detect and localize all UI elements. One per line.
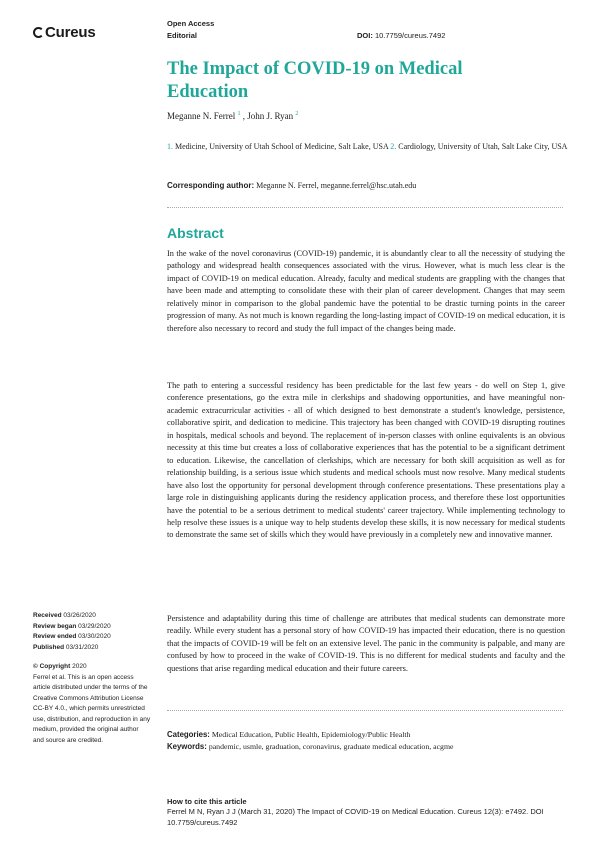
author-sup: 1 [237, 111, 241, 117]
affiliation-text: Cardiology, University of Utah, Salt Lake City, USA [398, 142, 568, 151]
history-date: 03/26/2020 [63, 612, 96, 619]
logo-text: Cureus [45, 24, 96, 41]
categories-label: Categories: [167, 730, 210, 739]
history-label: Published [33, 643, 65, 651]
affiliation-number: 2. [390, 142, 397, 151]
doi[interactable] [357, 31, 445, 40]
affiliations [167, 141, 572, 154]
categories-line [167, 729, 565, 741]
categories-keywords [167, 729, 565, 753]
keywords-line [167, 741, 565, 753]
history-label: Received [33, 612, 62, 619]
categories-text[interactable]: Medical Education, Public Health, Epidemiology/Public Health [211, 730, 411, 739]
doi-value: 10.7759/cureus.7492 [374, 31, 446, 40]
history-item [33, 643, 151, 654]
history-label: Review ended [33, 633, 77, 640]
keywords-text: pandemic, usmle, graduation, coronavirus, graduate medical education, acgme [208, 742, 454, 751]
history-date: 03/29/2020 [78, 622, 111, 630]
open-access-label: Open Access [167, 19, 215, 28]
history-label: Review began [33, 622, 77, 630]
copyright-text: Ferrel et al. This is an open access article distributed under the terms of the Creative Commons Attribution License CC-BY 4.0., which permits unrestricted use, distribution, and reproduction in any medium, provided the original author and source are credited. [33, 673, 151, 744]
corresponding-author [167, 181, 416, 190]
keywords-label: Keywords: [167, 742, 207, 751]
divider [167, 710, 563, 711]
article-title: The Impact of COVID-19 on Medical Education [167, 59, 463, 102]
history-date: 03/30/2020 [78, 633, 111, 640]
copyright-label: © Copyright [33, 663, 71, 670]
history-item [33, 611, 151, 622]
corresponding-label: Corresponding author: [167, 181, 255, 190]
author-name: Meganne N. Ferrel [167, 111, 236, 121]
history-date: 03/31/2020 [65, 643, 99, 651]
doi-label: DOI: [357, 31, 373, 40]
abstract-paragraph: In the wake of the novel coronavirus (COVID-19) pandemic, it is abundantly clear to all the necessity of studying the pathology and widespread health consequences associated with the virus. However, what is much less clear is the impact of COVID-19 on medical education. Already, faculty and medical students are grappling with the changes that have been made and attempting to consolidate these with their plan of career development. Changes that may seem relatively minor in comparison to the global pandemic have the potential to be drastic turning points in the career progression of many. As not much is known regarding the long-lasting impact of COVID-19 on medical education, it is therefore also necessary to record and study the full impact of the changes being made. [167, 249, 565, 333]
copyright-year: 2020 [72, 663, 87, 670]
history-item [33, 632, 151, 643]
logo-mark-icon [33, 27, 44, 38]
affiliation-number: 1. [167, 142, 173, 151]
author-list: Meganne N. Ferrel $^1$ , John J. Ryan $^2$ [167, 111, 299, 121]
copyright-block [33, 662, 151, 746]
citation-text: Ferrel M N, Ryan J J (March 31, 2020) The Impact of COVID-19 on Medical Education. Cureus 12(3): e7492. DOI 10.7759/cureus.7492 [167, 807, 544, 827]
history-item [33, 622, 151, 633]
abstract-paragraph: Persistence and adaptability during this time of challenge are attributes that medical students can demonstrate more readily. While every student has a personal story of how COVID-19 has impacted their education, there is no question that the impacts of COVID-19 will be felt on an extensive level. The panic in the community is palpable, and many are confused by how to proceed in the wake of COVID-19. This is no different for medical students and faculty and the questions that arise regarding medical education and their future careers. [167, 614, 565, 673]
author-name: John J. Ryan [247, 111, 294, 121]
author-sup: 2 [295, 111, 299, 117]
affiliation-text: Medicine, University of Utah School of Medicine, Salt Lake, USA [175, 142, 389, 151]
corresponding-text[interactable]: Meganne N. Ferrel, meganne.ferrel@hsc.utah.edu [256, 181, 417, 190]
abstract-paragraph: The path to entering a successful residency has been predictable for the last few years - do well on Step 1, give conference presentations, go the extra mile in clerkships and shadowing opportunities, and have meaningful non-academic extracurricular activities - all of which designed to best demonstrate a student's knowledge, persistence, collaborative spirit, and dedication to medicine. This trajectory has been changed with COVID-19 disrupting routines in hospitals, medical schools and beyond. The replacement of in-person classes with online equivalents is an obvious necessity at this time but creates a loss of collaborative experiences that has the potential to be a significant detriment to education. Likewise, the cancellation of clerkships, which are necessary for both skill acquisition as well as for relationship building, is a serious issue which students and medical schools must now resolve. Many medical students have also lost the opportunity for personal development through conference presentations. These presentations play a large role in distinguishing applicants during the residency application process, and therefore these lost opportunities have the potential to be a serious detriment to medical students' career trajectory. While implementing technology to help resolve these issues is a unique way to help students develop these skills, it is now necessary for medical students to demonstrate the same set of skills which they would have previously in a completely new and innovative manner. [167, 381, 565, 540]
citation-heading: How to cite this article [167, 797, 247, 806]
copyright-heading [33, 662, 151, 673]
journal-logo [33, 24, 95, 41]
abstract-heading: Abstract [167, 225, 224, 241]
divider [167, 207, 563, 208]
article-history [33, 611, 151, 653]
article-type: Editorial [167, 31, 198, 40]
